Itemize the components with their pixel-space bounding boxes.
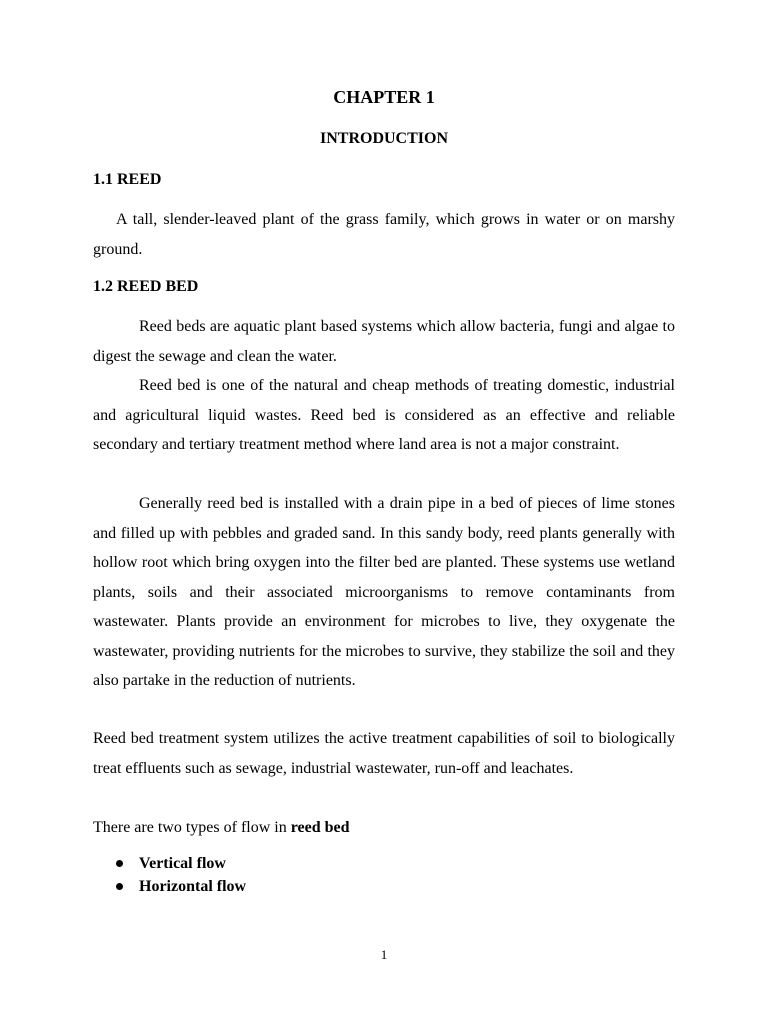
section-heading-reed-bed: 1.2 REED BED <box>93 278 199 295</box>
flow-types-intro <box>93 813 675 843</box>
section-title-introduction: INTRODUCTION <box>319 130 448 147</box>
paragraph-reed-definition: A tall, slender-leaved plant of the grass family, which grows in water or on marshy ground. <box>93 211 675 258</box>
flow-type-horizontal: Horizontal flow <box>139 878 247 895</box>
section-heading-reed: 1.1 REED <box>93 171 162 188</box>
flow-types-intro-bold: reed bed <box>290 819 350 836</box>
paragraph-reed-bed-1: Reed beds are aquatic plant based systems which allow bacteria, fungi and algae to digest the sewage and clean the water. <box>93 318 675 365</box>
paragraph-reed-bed-2: Reed bed is one of the natural and cheap methods of treating domestic, industrial and agricultural liquid wastes. Reed bed is considered as an effective and reliable secondary and tertiary treatment method where land area is not a major constraint. <box>93 377 675 453</box>
bullet-icon <box>116 883 123 890</box>
bullet-icon <box>116 860 123 867</box>
list-item <box>93 852 675 875</box>
list-item <box>93 875 675 898</box>
chapter-title: CHAPTER 1 <box>333 87 435 107</box>
flow-types-list <box>93 852 675 898</box>
paragraph-reed-bed-3: Generally reed bed is installed with a drain pipe in a bed of pieces of lime stones and filled up with pebbles and graded sand. In this sandy body, reed plants generally with hollow root which bring oxygen into the filter bed are planted. These systems use wetland plants, soils and their associated microorganisms to remove contaminants from wastewater. Plants provide an environment for microbes to live, they oxygenate the wastewater, providing nutrients for the microbes to survive, they stabilize the soil and they also partake in the reduction of nutrients. <box>93 495 675 689</box>
flow-types-intro-text: There are two types of flow in <box>93 819 291 836</box>
paragraph-reed-bed-4: Reed bed treatment system utilizes the active treatment capabilities of soil to biologically treat effluents such as sewage, industrial wastewater, run-off and leachates. <box>93 730 675 777</box>
flow-type-vertical: Vertical flow <box>139 855 226 872</box>
page-number: 1 <box>380 947 388 962</box>
